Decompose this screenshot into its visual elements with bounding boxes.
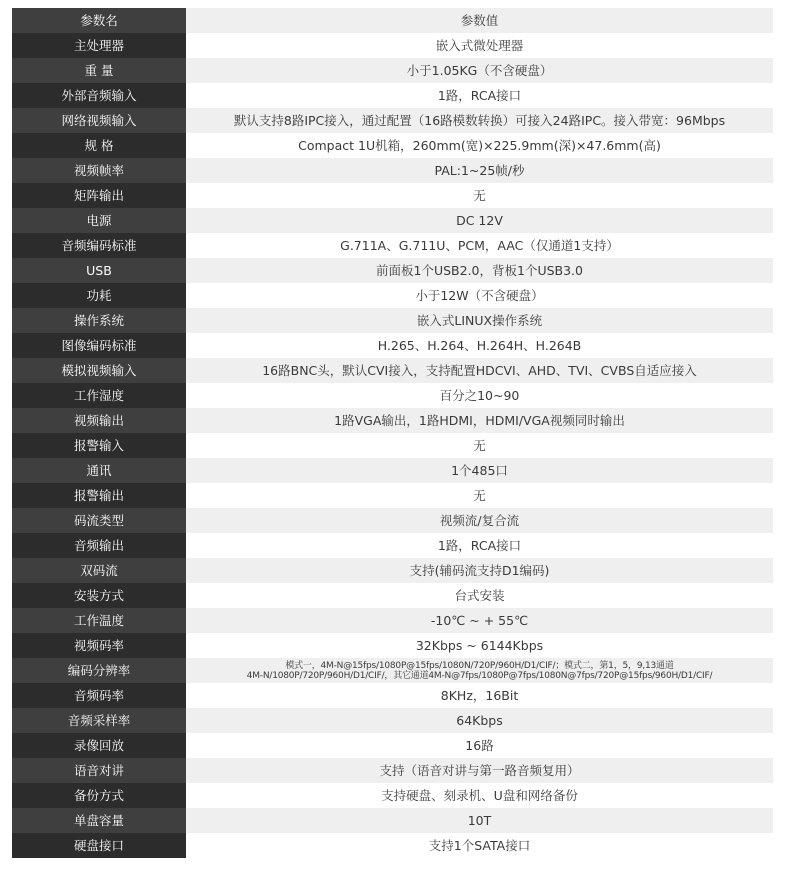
row-label: 操作系统 <box>12 308 186 333</box>
table-row <box>12 658 773 683</box>
table-row <box>12 258 773 283</box>
row-value: 小于1.05KG（不含硬盘） <box>186 58 773 83</box>
table-row <box>12 583 773 608</box>
row-value: 支持1个SATA接口 <box>186 833 773 858</box>
table-row <box>12 108 773 133</box>
row-value: 64Kbps <box>186 708 773 733</box>
row-label: 双码流 <box>12 558 186 583</box>
row-value: 8KHz，16Bit <box>186 683 773 708</box>
row-value: H.265、H.264、H.264H、H.264B <box>186 333 773 358</box>
row-value: 百分之10~90 <box>186 383 773 408</box>
table-row <box>12 508 773 533</box>
row-label: 音频输出 <box>12 533 186 558</box>
row-label: 网络视频输入 <box>12 108 186 133</box>
table-row <box>12 483 773 508</box>
row-value: 无 <box>186 433 773 458</box>
table-row <box>12 608 773 633</box>
spec-table <box>12 8 773 858</box>
row-label: 硬盘接口 <box>12 833 186 858</box>
table-row <box>12 308 773 333</box>
table-row <box>12 683 773 708</box>
row-label: 单盘容量 <box>12 808 186 833</box>
row-label: 工作湿度 <box>12 383 186 408</box>
row-label: 报警输出 <box>12 483 186 508</box>
row-label: 视频码率 <box>12 633 186 658</box>
row-label: 矩阵输出 <box>12 183 186 208</box>
row-value: PAL:1~25帧/秒 <box>186 158 773 183</box>
row-value: 10T <box>186 808 773 833</box>
row-label: 音频编码标准 <box>12 233 186 258</box>
table-row <box>12 708 773 733</box>
table-row <box>12 383 773 408</box>
row-value: 无 <box>186 183 773 208</box>
table-row <box>12 558 773 583</box>
table-row <box>12 533 773 558</box>
table-row <box>12 83 773 108</box>
row-value: 前面板1个USB2.0，背板1个USB3.0 <box>186 258 773 283</box>
row-label: 外部音频输入 <box>12 83 186 108</box>
row-label: 图像编码标准 <box>12 333 186 358</box>
table-row <box>12 158 773 183</box>
row-value: 嵌入式微处理器 <box>186 33 773 58</box>
table-row <box>12 783 773 808</box>
row-value: -10℃ ~ + 55℃ <box>186 608 773 633</box>
row-value: 1路，RCA接口 <box>186 533 773 558</box>
row-value: G.711A、G.711U、PCM，AAC（仅通道1支持） <box>186 233 773 258</box>
header-param-name: 参数名 <box>12 8 186 33</box>
row-value: 1路，RCA接口 <box>186 83 773 108</box>
table-row <box>12 233 773 258</box>
row-value: 支持硬盘、刻录机、U盘和网络备份 <box>186 783 773 808</box>
row-label: 通讯 <box>12 458 186 483</box>
row-label: 功耗 <box>12 283 186 308</box>
row-value: Compact 1U机箱，260mm(宽)×225.9mm(深)×47.6mm(高) <box>186 133 773 158</box>
table-row <box>12 333 773 358</box>
row-value: 1个485口 <box>186 458 773 483</box>
row-label: 工作温度 <box>12 608 186 633</box>
header-param-value: 参数值 <box>186 8 773 33</box>
row-value: 小于12W（不含硬盘） <box>186 283 773 308</box>
table-row <box>12 808 773 833</box>
table-row <box>12 758 773 783</box>
row-label: 编码分辨率 <box>12 658 186 683</box>
row-label: 音频码率 <box>12 683 186 708</box>
row-value-line-1: 模式一，4M-N@15fps/1080P@15fps/1080N/720P/960H/D1/CIF/；模式二，第1，5，9,13通道 <box>285 660 674 671</box>
row-value: 16路BNC头，默认CVI接入，支持配置HDCVI、AHD、TVI、CVBS自适应接入 <box>186 358 773 383</box>
row-label: 录像回放 <box>12 733 186 758</box>
table-row <box>12 358 773 383</box>
table-row <box>12 183 773 208</box>
table-row <box>12 58 773 83</box>
row-label: USB <box>12 258 186 283</box>
spec-table-body <box>12 8 773 858</box>
row-value: 视频流/复合流 <box>186 508 773 533</box>
row-label: 码流类型 <box>12 508 186 533</box>
row-value: 32Kbps ~ 6144Kbps <box>186 633 773 658</box>
table-row <box>12 408 773 433</box>
row-label: 视频帧率 <box>12 158 186 183</box>
table-row <box>12 733 773 758</box>
table-row <box>12 633 773 658</box>
table-row <box>12 133 773 158</box>
row-label: 主处理器 <box>12 33 186 58</box>
table-row <box>12 208 773 233</box>
row-value: 嵌入式LINUX操作系统 <box>186 308 773 333</box>
row-label: 视频输出 <box>12 408 186 433</box>
row-value: 无 <box>186 483 773 508</box>
row-value: 1路VGA输出，1路HDMI，HDMI/VGA视频同时输出 <box>186 408 773 433</box>
table-header-row <box>12 8 773 33</box>
row-value: 16路 <box>186 733 773 758</box>
row-label: 音频采样率 <box>12 708 186 733</box>
row-label: 电源 <box>12 208 186 233</box>
table-row <box>12 458 773 483</box>
row-value: 支持(辅码流支持D1编码) <box>186 558 773 583</box>
row-label: 规 格 <box>12 133 186 158</box>
row-label: 报警输入 <box>12 433 186 458</box>
row-label: 模拟视频输入 <box>12 358 186 383</box>
row-label: 语音对讲 <box>12 758 186 783</box>
row-value <box>186 658 773 683</box>
table-row <box>12 33 773 58</box>
row-value: DC 12V <box>186 208 773 233</box>
table-row <box>12 833 773 858</box>
table-row <box>12 283 773 308</box>
row-value: 台式安装 <box>186 583 773 608</box>
row-label: 安装方式 <box>12 583 186 608</box>
row-value: 支持（语音对讲与第一路音频复用） <box>186 758 773 783</box>
row-value-line-2: 4M-N/1080P/720P/960H/D1/CIF/，其它通道4M-N@7fps/1080P@7fps/1080N@7fps/720P@15fps/960H/D1/CIF/ <box>246 670 713 681</box>
row-label: 重 量 <box>12 58 186 83</box>
row-label: 备份方式 <box>12 783 186 808</box>
table-row <box>12 433 773 458</box>
row-value: 默认支持8路IPC接入，通过配置（16路模数转换）可接入24路IPC。接入带宽：96Mbps <box>186 108 773 133</box>
